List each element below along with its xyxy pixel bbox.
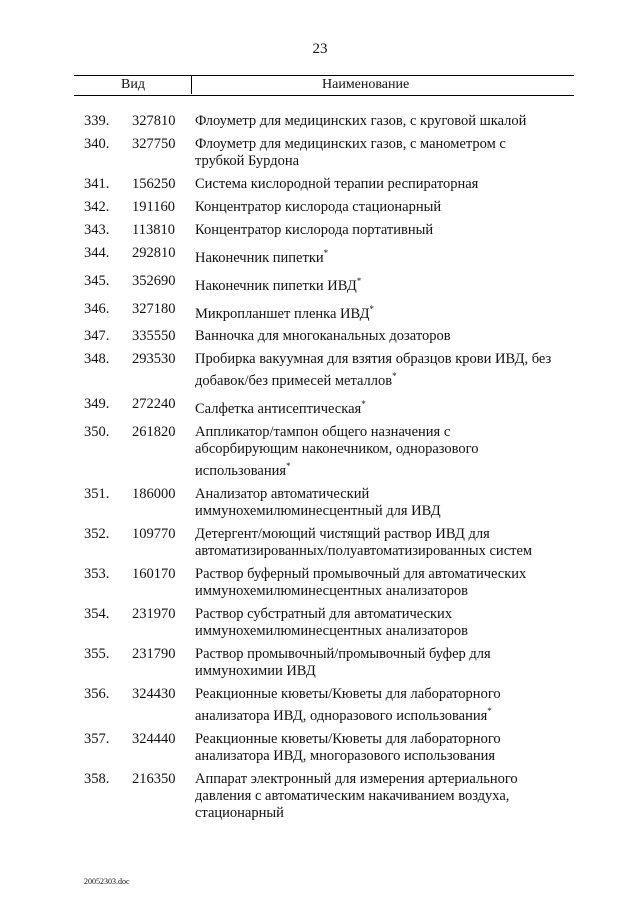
row-code: 113810 [132,222,175,238]
row-name: Анализатор автоматический иммунохемилюминесцентный для ИВД [195,485,441,519]
row-number: 347. [84,328,110,345]
row-code: 352690 [132,272,176,289]
row-code: 186000 [132,485,176,502]
row-code: 327750 [132,136,176,152]
table-row [0,245,640,267]
row-name: Наконечник пипетки ИВД* [195,275,362,294]
footnote-mark: * [356,275,362,286]
row-code: 293530 [132,351,176,368]
row-number: 341. [84,176,110,192]
row-code: 327180 [132,300,176,317]
row-number: 346. [84,300,110,317]
row-code: 231790 [132,645,176,662]
header-divider [191,76,192,94]
row-code: 327810 [132,113,176,129]
table-row [0,486,640,520]
row-code: 324430 [132,685,176,702]
row-name: Микропланшет пленка ИВД* [195,303,375,322]
table-row [0,396,640,418]
row-name: Раствор буферный промывочный для автоматических иммунохемилюминесцентных анализаторов [195,565,527,599]
row-name: Пробирка вакуумная для взятия образцов крови ИВД, без добавок/без примесей металлов* [195,351,552,390]
row-name: Флоуметр для медицинских газов, с круговой шкалой [195,113,527,129]
table-row [0,301,640,323]
row-name: Аппликатор/тампон общего назначения с абсорбирующим наконечником, одноразового использования* [195,424,479,479]
table-row [0,646,640,680]
row-number: 350. [84,424,110,441]
row-name: Реакционные кюветы/Кюветы для лабораторного анализатора ИВД, одноразового использования* [195,685,501,724]
row-number: 339. [84,113,110,129]
row-number: 343. [84,222,110,238]
row-code: 160170 [132,565,176,582]
footnote-mark: * [487,705,492,716]
row-code: 324440 [132,730,176,747]
row-number: 352. [84,525,110,542]
row-code: 272240 [132,396,176,413]
footnote-mark: * [286,461,291,472]
row-name: Аппарат электронный для измерения артериального давления с автоматическим накачиванием воздуха, стационарный [195,770,518,821]
table-row [0,731,640,765]
table-row [0,136,640,170]
header-code: Вид [121,77,145,92]
table-row [0,328,640,345]
row-code: 156250 [132,176,176,192]
row-number: 349. [84,396,110,413]
table-row [0,526,640,560]
row-code: 335550 [132,328,176,345]
footer-filename: 20052303.doc [84,877,130,886]
table-row [0,113,640,130]
row-number: 345. [84,272,110,289]
table-row [0,351,640,390]
table-row [0,566,640,600]
row-number: 356. [84,685,110,702]
row-name: Система кислородной терапии респираторная [195,176,479,192]
row-name: Детергент/моющий чистящий раствор ИВД для автоматизированных/полуавтоматизированных систем [195,525,533,559]
row-number: 355. [84,645,110,662]
table-row [0,686,640,725]
table-row [0,606,640,640]
row-name: Концентратор кислорода портативный [195,222,434,238]
row-number: 357. [84,730,110,747]
row-number: 351. [84,485,110,502]
row-code: 109770 [132,525,176,542]
row-name: Концентратор кислорода стационарный [195,199,442,215]
row-code: 261820 [132,424,176,441]
header-name: Наименование [322,77,410,92]
row-code: 191160 [132,199,175,215]
row-name: Раствор промывочный/промывочный буфер для иммунохимии ИВД [195,645,491,679]
row-code: 292810 [132,245,176,261]
row-name: Реакционные кюветы/Кюветы для лабораторного анализатора ИВД, многоразового использования [195,730,501,764]
table-row [0,222,640,239]
row-number: 344. [84,245,110,261]
row-number: 348. [84,351,110,368]
row-name: Ванночка для многоканальных дозаторов [195,328,451,345]
table-row [0,771,640,822]
table-row [0,273,640,295]
row-code: 216350 [132,770,176,787]
footnote-mark: * [323,248,329,258]
row-name: Флоуметр для медицинских газов, с манометром с трубкой Бурдона [195,136,506,169]
footnote-mark: * [369,303,375,314]
table-row [0,424,640,480]
row-code: 231970 [132,605,176,622]
footnote-mark: * [361,399,366,410]
table-body [0,113,640,828]
table-header [74,75,574,96]
row-name: Раствор субстратный для автоматических иммунохемилюминесцентных анализаторов [195,605,469,639]
page-number: 23 [312,41,328,57]
row-number: 358. [84,770,110,787]
table-row [0,176,640,193]
footnote-mark: * [392,371,397,382]
table-row [0,199,640,216]
row-name: Наконечник пипетки* [195,248,329,266]
row-number: 354. [84,605,110,622]
row-number: 353. [84,565,110,582]
row-name: Салфетка антисептическая* [195,399,366,418]
row-number: 342. [84,199,110,215]
row-number: 340. [84,136,110,152]
